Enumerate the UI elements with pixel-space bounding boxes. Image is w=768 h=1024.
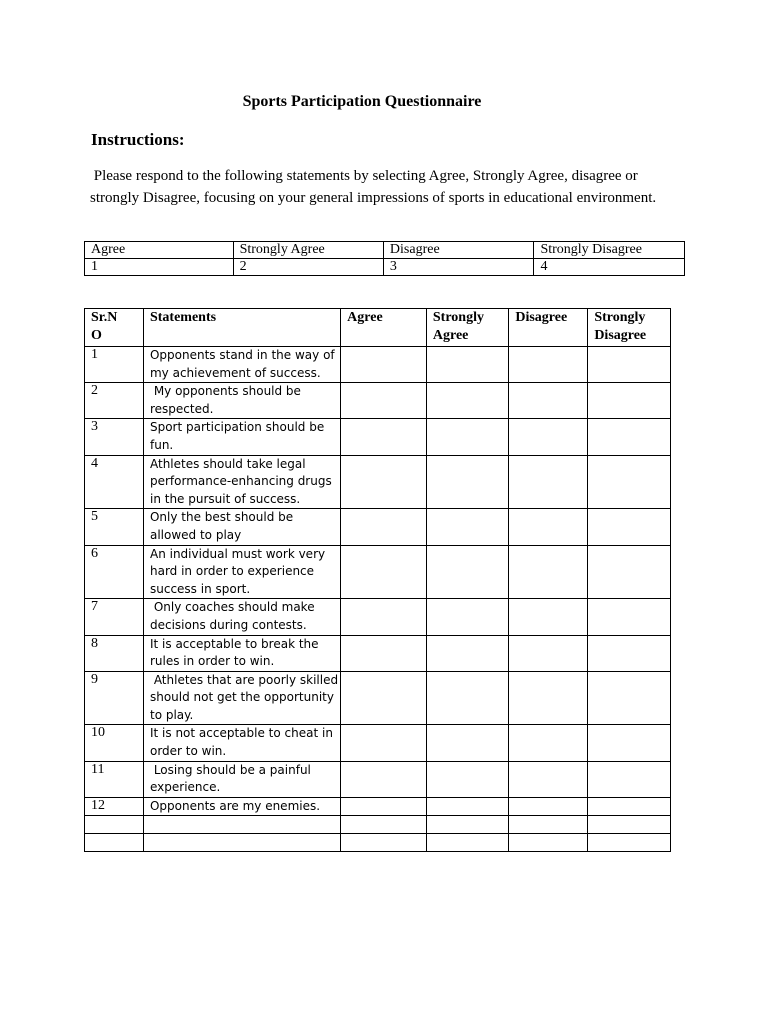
scale-value: 4 [534, 259, 685, 276]
table-row [85, 509, 671, 545]
table-row [85, 635, 671, 671]
scale-label: Strongly Disagree [534, 242, 685, 259]
row-statement: Opponents stand in the way of my achievement of success. [143, 347, 340, 383]
empty-cell [85, 834, 144, 852]
empty-table-row [85, 834, 671, 852]
scale-value: 1 [85, 259, 234, 276]
header-strongly-disagree: Strongly Disagree [588, 309, 671, 347]
row-serial-number: 12 [85, 797, 144, 816]
row-serial-number: 9 [85, 671, 144, 725]
header-strongly-agree: Strongly Agree [426, 309, 508, 347]
response-cell-strongly-disagree[interactable] [588, 383, 671, 419]
empty-cell [588, 834, 671, 852]
empty-cell [509, 834, 588, 852]
response-cell-agree[interactable] [341, 419, 427, 455]
response-cell-agree[interactable] [341, 797, 427, 816]
response-cell-strongly-disagree[interactable] [588, 419, 671, 455]
row-statement: Opponents are my enemies. [143, 797, 340, 816]
response-cell-disagree[interactable] [509, 509, 588, 545]
empty-cell [509, 816, 588, 834]
response-cell-strongly-disagree[interactable] [588, 725, 671, 761]
row-serial-number: 4 [85, 455, 144, 509]
response-cell-agree[interactable] [341, 761, 427, 797]
header-serial-number: Sr.N O [85, 309, 144, 347]
response-cell-strongly-agree[interactable] [426, 509, 508, 545]
response-cell-strongly-agree[interactable] [426, 761, 508, 797]
empty-cell [341, 834, 427, 852]
scale-label: Disagree [383, 242, 534, 259]
empty-cell [341, 816, 427, 834]
row-statement: An individual must work very hard in order to experience success in sport. [143, 545, 340, 599]
scale-value: 3 [383, 259, 534, 276]
table-row [85, 797, 671, 816]
table-header-row [85, 309, 671, 347]
header-agree: Agree [341, 309, 427, 347]
response-cell-agree[interactable] [341, 545, 427, 599]
empty-cell [143, 816, 340, 834]
row-serial-number: 10 [85, 725, 144, 761]
response-cell-strongly-disagree[interactable] [588, 761, 671, 797]
response-cell-strongly-agree[interactable] [426, 383, 508, 419]
response-cell-disagree[interactable] [509, 383, 588, 419]
response-cell-strongly-agree[interactable] [426, 671, 508, 725]
response-cell-strongly-agree[interactable] [426, 599, 508, 635]
response-cell-agree[interactable] [341, 347, 427, 383]
questionnaire-table [84, 308, 671, 852]
response-cell-disagree[interactable] [509, 671, 588, 725]
response-cell-disagree[interactable] [509, 725, 588, 761]
row-statement: Athletes that are poorly skilled should not get the opportunity to play. [143, 671, 340, 725]
scale-label: Agree [85, 242, 234, 259]
response-cell-strongly-disagree[interactable] [588, 635, 671, 671]
response-cell-disagree[interactable] [509, 797, 588, 816]
table-row [85, 419, 671, 455]
response-cell-disagree[interactable] [509, 347, 588, 383]
table-row [85, 383, 671, 419]
response-cell-strongly-disagree[interactable] [588, 545, 671, 599]
row-statement: Sport participation should be fun. [143, 419, 340, 455]
response-cell-agree[interactable] [341, 509, 427, 545]
response-cell-strongly-disagree[interactable] [588, 671, 671, 725]
row-serial-number: 11 [85, 761, 144, 797]
response-cell-agree[interactable] [341, 725, 427, 761]
instructions-heading: Instructions: [91, 130, 185, 149]
table-row [85, 455, 671, 509]
row-serial-number: 2 [85, 383, 144, 419]
instructions-text: Please respond to the following statements by selecting Agree, Strongly Agree, disagree or strongly Disagree, focusing on your general impressions of sports in educational environment. [90, 168, 657, 206]
response-cell-strongly-agree[interactable] [426, 635, 508, 671]
rating-scale-table [84, 241, 685, 276]
response-cell-strongly-agree[interactable] [426, 545, 508, 599]
row-serial-number: 1 [85, 347, 144, 383]
document-title: Sports Participation Questionnaire [242, 93, 482, 110]
response-cell-disagree[interactable] [509, 761, 588, 797]
row-serial-number: 8 [85, 635, 144, 671]
table-row [85, 599, 671, 635]
header-disagree: Disagree [509, 309, 588, 347]
empty-cell [85, 816, 144, 834]
response-cell-agree[interactable] [341, 635, 427, 671]
empty-cell [588, 816, 671, 834]
row-statement: Only coaches should make decisions during contests. [143, 599, 340, 635]
table-row [85, 347, 671, 383]
empty-table-row [85, 816, 671, 834]
response-cell-strongly-disagree[interactable] [588, 455, 671, 509]
table-row [85, 545, 671, 599]
response-cell-strongly-agree[interactable] [426, 347, 508, 383]
row-statement: It is acceptable to break the rules in order to win. [143, 635, 340, 671]
empty-cell [426, 816, 508, 834]
response-cell-strongly-disagree[interactable] [588, 599, 671, 635]
response-cell-disagree[interactable] [509, 545, 588, 599]
scale-label: Strongly Agree [233, 242, 383, 259]
row-statement: Athletes should take legal performance-enhancing drugs in the pursuit of success. [143, 455, 340, 509]
response-cell-strongly-agree[interactable] [426, 725, 508, 761]
response-cell-strongly-disagree[interactable] [588, 347, 671, 383]
row-statement: My opponents should be respected. [143, 383, 340, 419]
response-cell-agree[interactable] [341, 455, 427, 509]
scale-labels-row [85, 242, 685, 259]
row-serial-number: 7 [85, 599, 144, 635]
empty-cell [426, 834, 508, 852]
response-cell-strongly-disagree[interactable] [588, 797, 671, 816]
row-statement: Losing should be a painful experience. [143, 761, 340, 797]
response-cell-agree[interactable] [341, 383, 427, 419]
response-cell-strongly-agree[interactable] [426, 455, 508, 509]
row-serial-number: 3 [85, 419, 144, 455]
response-cell-strongly-agree[interactable] [426, 419, 508, 455]
scale-value: 2 [233, 259, 383, 276]
response-cell-disagree[interactable] [509, 635, 588, 671]
response-cell-disagree[interactable] [509, 599, 588, 635]
response-cell-strongly-disagree[interactable] [588, 509, 671, 545]
empty-cell [143, 834, 340, 852]
row-serial-number: 6 [85, 545, 144, 599]
table-row [85, 725, 671, 761]
scale-values-row [85, 259, 685, 276]
header-statements: Statements [143, 309, 340, 347]
response-cell-disagree[interactable] [509, 419, 588, 455]
table-row [85, 761, 671, 797]
response-cell-agree[interactable] [341, 671, 427, 725]
response-cell-strongly-agree[interactable] [426, 797, 508, 816]
response-cell-disagree[interactable] [509, 455, 588, 509]
response-cell-agree[interactable] [341, 599, 427, 635]
questionnaire-body [85, 347, 671, 852]
table-row [85, 671, 671, 725]
row-serial-number: 5 [85, 509, 144, 545]
row-statement: Only the best should be allowed to play [143, 509, 340, 545]
row-statement: It is not acceptable to cheat in order to win. [143, 725, 340, 761]
